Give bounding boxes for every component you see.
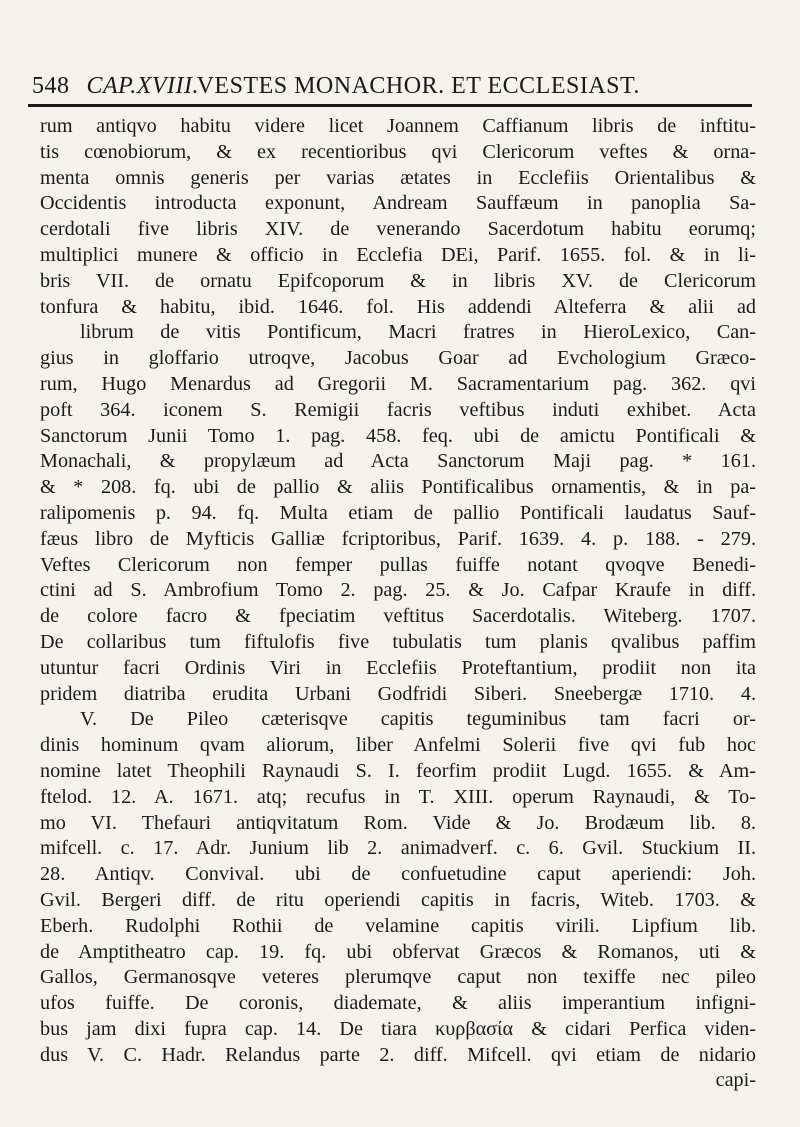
text-line: gius in gloffario utroqve, Jacobus Goar ad Evchologium Græco- xyxy=(40,347,756,370)
text-line: rum antiqvo habitu videre licet Joannem Caffianum libris de inftitu- xyxy=(40,115,756,137)
text-line: ftelod. 12. A. 1671. atq; recufus in T. XIII. operum Raynaudi, & To- xyxy=(40,785,756,808)
text-line: de Amptitheatro cap. 19. fq. ubi obfervat Græcos & Romanos, uti & xyxy=(40,940,756,963)
text-line: fæus libro de Myfticis Galliæ fcriptoribus, Parif. 1639. 4. p. 188. - 279. xyxy=(40,527,756,550)
text-line: librum de vitis Pontificum, Macri fratres in HieroLexico, Can- xyxy=(80,321,756,344)
text-line: de colore facro & fpeciatim veftitus Sacerdotalis. Witeberg. 1707. xyxy=(40,605,756,628)
page-number: 548 xyxy=(32,73,70,99)
text-line: menta omnis generis per varias ætates in Ecclefiis Orientalibus & xyxy=(40,166,756,189)
catchword: capi- xyxy=(715,1069,756,1092)
text-line: tis cœnobiorum, & ex recentioribus qvi Clericorum veftes & orna- xyxy=(40,140,756,163)
text-line: Gallos, Germanosqve veteres plerumqve caput non texiffe nec pileo xyxy=(40,966,756,989)
text-line: multiplici munere & officio in Ecclefia DEi, Parif. 1655. fol. & in li- xyxy=(40,243,756,266)
text-line: V. De Pileo cæterisqve capitis teguminibus tam facri or- xyxy=(80,708,756,731)
text-line: & * 208. fq. ubi de pallio & aliis Pontificalibus ornamentis, & in pa- xyxy=(40,476,756,499)
text-line: Gvil. Bergeri diff. de ritu operiendi capitis in facris, Witeb. 1703. & xyxy=(40,888,756,911)
text-line: bris VII. de ornatu Epifcoporum & in libris XV. de Clericorum xyxy=(40,269,756,292)
header-rule xyxy=(28,104,752,107)
text-line: Monachali, & propylæum ad Acta Sanctorum Maji pag. * 161. xyxy=(40,450,756,473)
text-line: mo VI. Thefauri antiqvitatum Rom. Vide & Jo. Brodæum lib. 8. xyxy=(40,811,756,834)
text-line: nomine latet Theophili Raynaudi S. I. feorfim prodiit Lugd. 1655. & Am- xyxy=(40,759,756,782)
text-line: tonfura & habitu, ibid. 1646. fol. His addendi Alteferra & alii ad xyxy=(40,295,756,318)
running-header xyxy=(32,72,752,100)
text-line: ralipomenis p. 94. fq. Multa etiam de pallio Pontificali laudatus Sauf- xyxy=(40,501,756,524)
text-line: ufos fuiffe. De coronis, diademate, & aliis imperantium infigni- xyxy=(40,992,756,1015)
text-line: Veftes Clericorum non femper pullas fuiffe notant qvoqve Benedi- xyxy=(40,553,756,576)
text-line: Sanctorum Junii Tomo 1. pag. 458. feq. ubi de amictu Pontificali & xyxy=(40,424,756,447)
text-line: utuntur facri Ordinis Viri in Ecclefiis Proteftantium, prodiit non ita xyxy=(40,656,756,679)
text-line: ctini ad S. Ambrofium Tomo 2. pag. 25. & Jo. Cafpar Kraufe in diff. xyxy=(40,579,756,602)
running-title: VESTES MONACHOR. ET ECCLESIAST. xyxy=(196,73,640,99)
text-line: Occidentis introducta exponunt, Andream Sauffæum in panoplia Sa- xyxy=(40,192,756,215)
text-line: De collaribus tum fiftulofis five tubulatis tum planis qvalibus paffim xyxy=(40,630,756,653)
text-line: cerdotali five libris XIV. de venerando Sacerdotum habitu eorumq; xyxy=(40,218,756,241)
text-line: pridem diatriba erudita Urbani Godfridi Siberi. Sneebergæ 1710. 4. xyxy=(40,682,756,705)
body-text xyxy=(40,114,756,1094)
text-line: dus V. C. Hadr. Relandus parte 2. diff. Mifcell. qvi etiam de nidario xyxy=(40,1043,756,1066)
text-line: rum, Hugo Menardus ad Gregorii M. Sacramentarium pag. 362. qvi xyxy=(40,372,756,395)
text-line: mifcell. c. 17. Adr. Junium lib 2. animadverf. c. 6. Gvil. Stuckium II. xyxy=(40,837,756,860)
text-line: 28. Antiqv. Convival. ubi de confuetudine caput aperiendi: Joh. xyxy=(40,863,756,886)
text-line: poft 364. iconem S. Remigii facris veftibus induti exhibet. Acta xyxy=(40,398,756,421)
text-line: Eberh. Rudolphi Rothii de velamine capitis virili. Lipfium lib. xyxy=(40,914,756,937)
text-line: bus jam dixi fupra cap. 14. De tiara κυρβασία & cidari Perfica viden- xyxy=(40,1017,756,1040)
text-line: dinis hominum qvam aliorum, liber Anfelmi Solerii five qvi fub hoc xyxy=(40,734,756,757)
chapter-label: CAP.XVIII. xyxy=(86,73,200,99)
